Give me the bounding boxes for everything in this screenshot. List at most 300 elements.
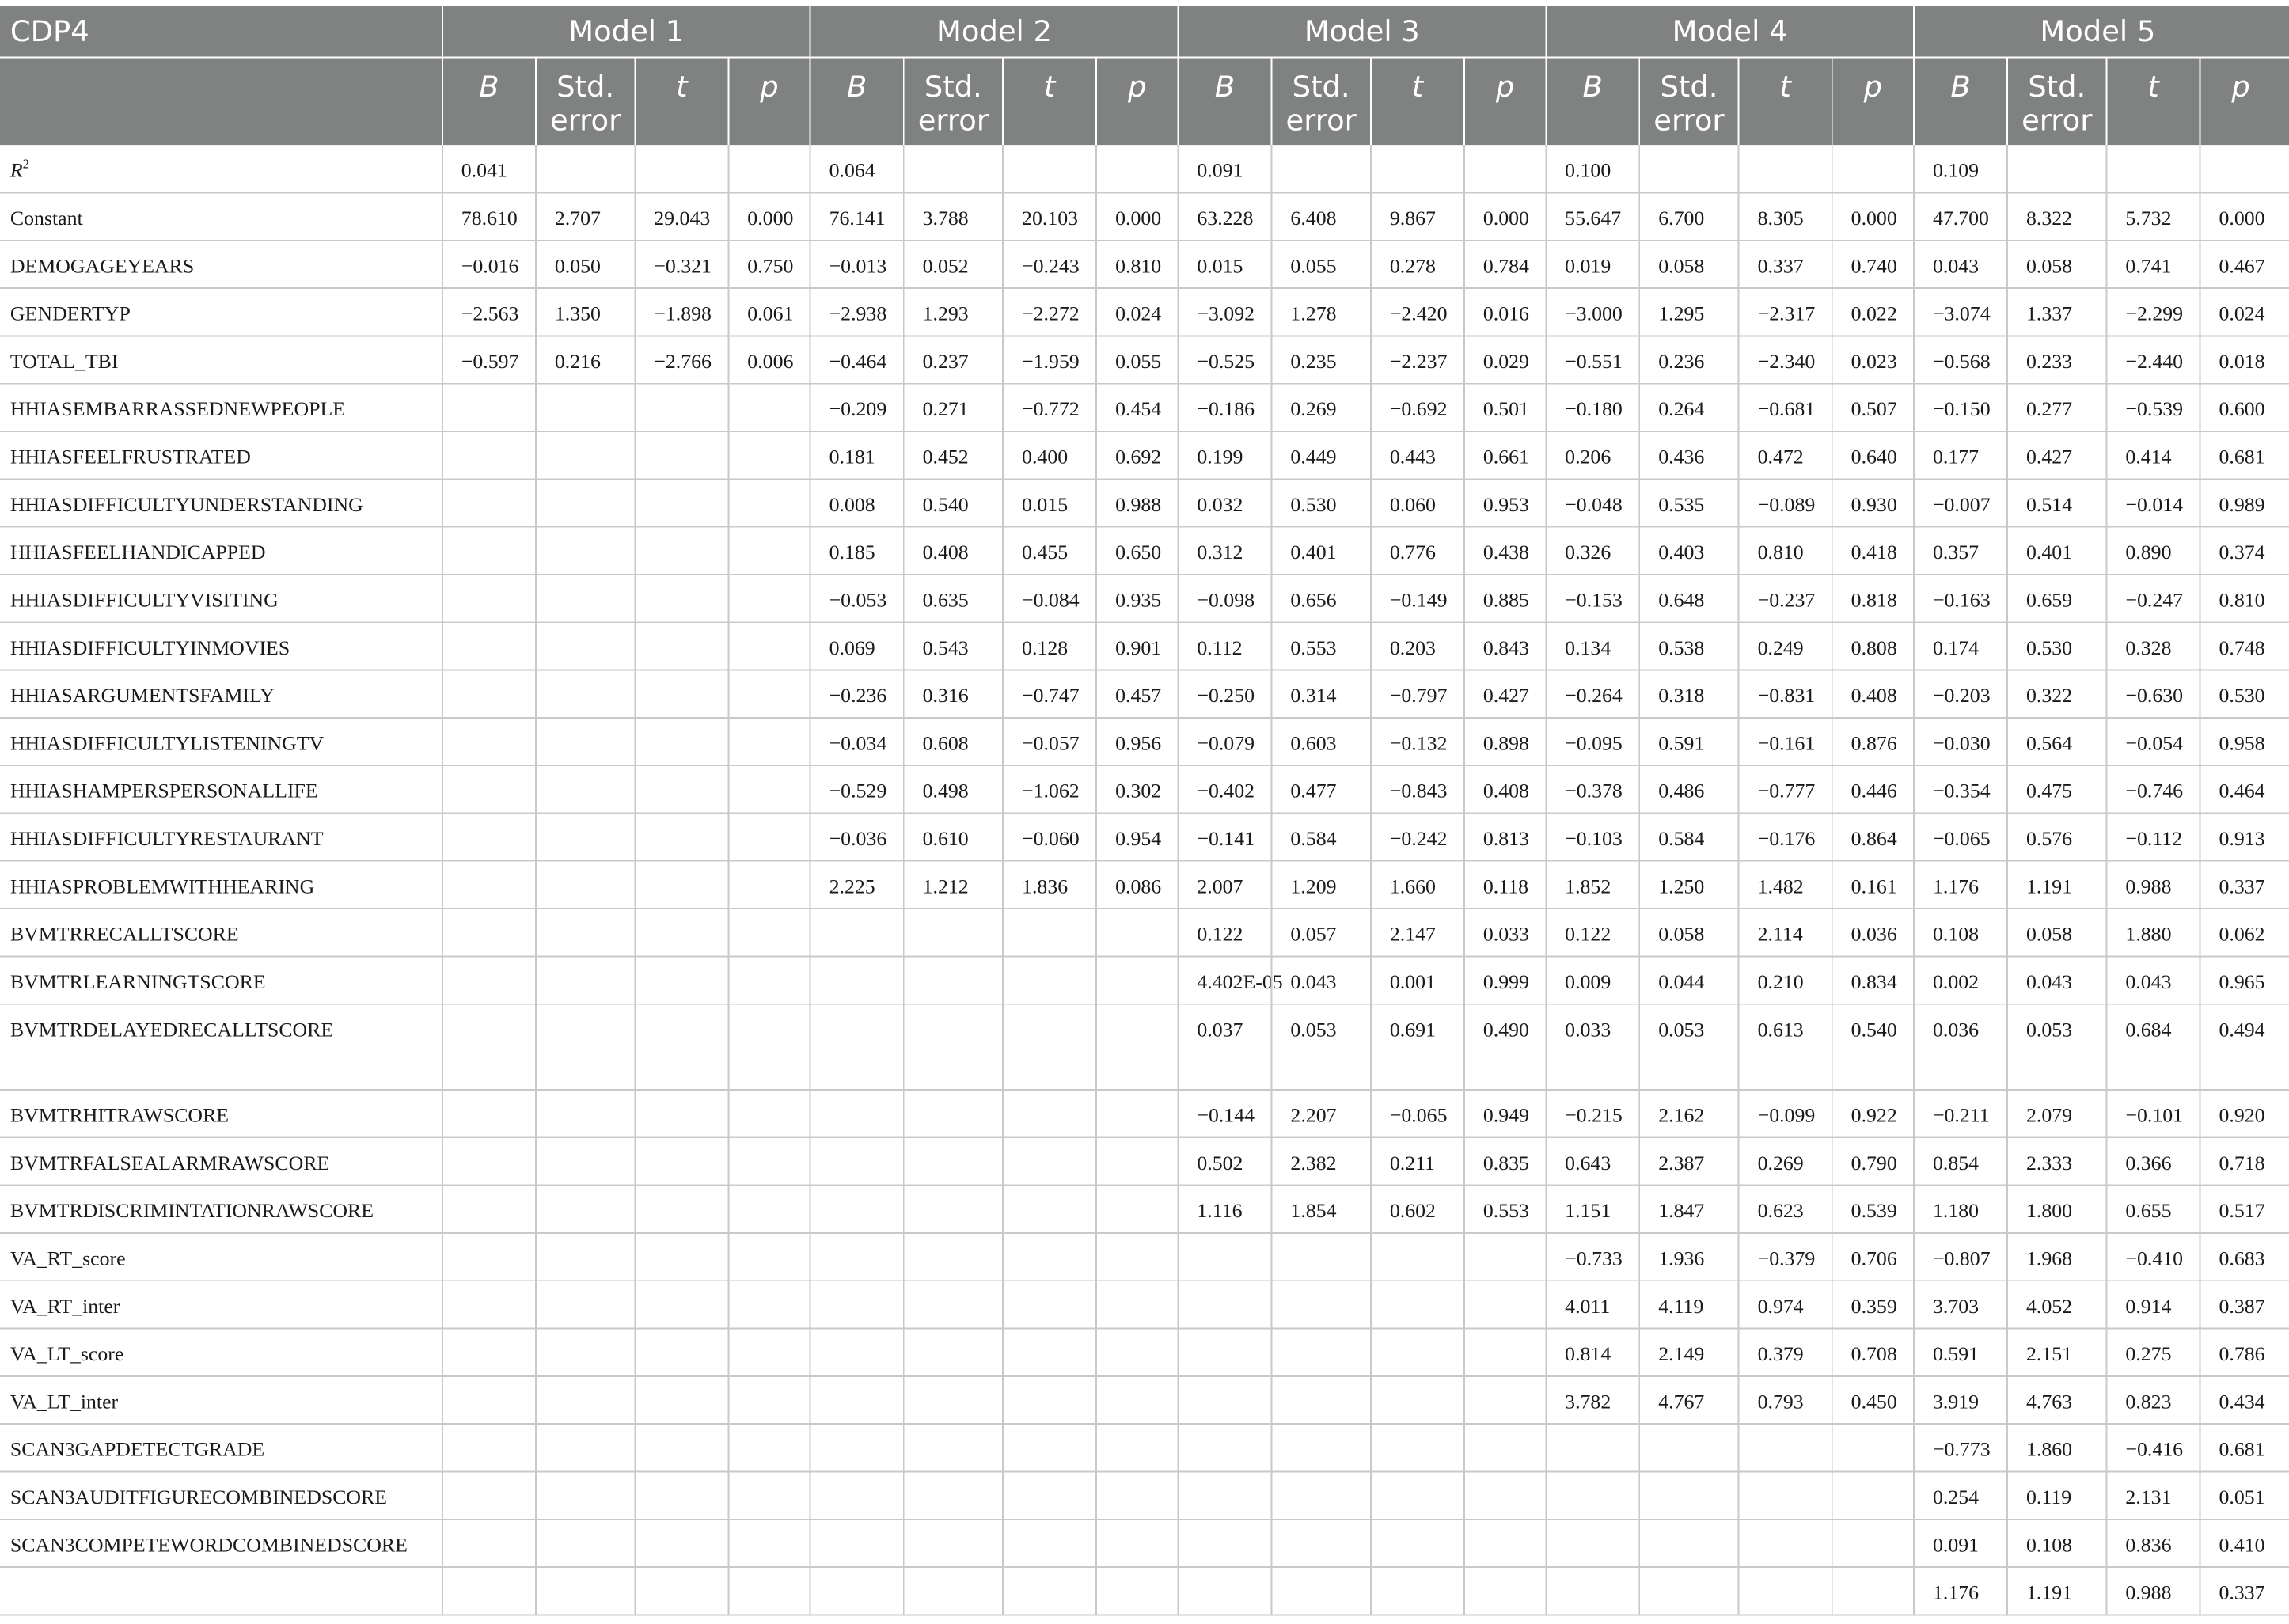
cell-value: 0.988 (2125, 875, 2172, 898)
cell-value: 1.293 (922, 302, 969, 325)
cell-value: 0.999 (1482, 969, 1529, 993)
cell-value: 0.650 (1115, 541, 1162, 564)
cell-value: 0.033 (1482, 922, 1529, 946)
cell-value: −0.095 (1565, 731, 1623, 755)
table-row (10, 923, 2265, 946)
cell-value: 0.058 (1658, 922, 1705, 946)
cell-value: 0.271 (922, 397, 969, 421)
cell-value: 0.457 (1115, 684, 1162, 708)
cell-value: 5.732 (2125, 207, 2172, 230)
cell-value: 0.446 (1851, 779, 1897, 803)
cell-value: −0.597 (461, 349, 519, 373)
cell-value: 0.475 (2026, 779, 2073, 803)
row-label: BVMTRDISCRIMINTATIONRAWSCORE (9, 1199, 374, 1223)
cell-value: 0.023 (1851, 349, 1897, 373)
cell-value: 1.800 (2026, 1199, 2073, 1223)
table-row (10, 1390, 2265, 1413)
cell-value: 1.191 (2026, 875, 2073, 898)
cell-value: 0.608 (922, 731, 969, 755)
cell-value: 6.700 (1658, 207, 1705, 230)
cell-value: 0.786 (2219, 1342, 2265, 1366)
row-label: SCAN3COMPETEWORDCOMBINEDSCORE (9, 1533, 408, 1557)
cell-value: 0.174 (1932, 636, 1980, 659)
cell-value: −0.843 (1389, 779, 1448, 803)
cell-value: 0.357 (1932, 541, 1980, 564)
table-row (1933, 1581, 2265, 1604)
cell-value: 0.051 (2219, 1486, 2265, 1509)
cell-value: 1.151 (1565, 1199, 1611, 1223)
column-header: error (1285, 103, 1357, 138)
cell-value: 0.400 (1022, 445, 1069, 469)
row-label: DEMOGAGEYEARS (9, 254, 195, 278)
cell-value: 0.069 (829, 636, 875, 659)
cell-value: 63.228 (1197, 207, 1254, 230)
cell-value: 0.312 (1197, 541, 1243, 564)
cell-value: 0.401 (2026, 541, 2073, 564)
cell-value: −0.180 (1565, 397, 1623, 421)
table-row (10, 970, 2265, 993)
cell-value: −0.551 (1565, 349, 1623, 373)
cell-value: 1.116 (1197, 1199, 1243, 1223)
cell-value: −0.153 (1565, 588, 1623, 612)
row-label: BVMTRHITRAWSCORE (9, 1103, 230, 1127)
cell-value: 0.015 (1022, 492, 1069, 516)
cell-value: 0.128 (1022, 636, 1069, 659)
cell-value: 0.337 (2219, 875, 2265, 898)
cell-value: 0.015 (1197, 254, 1243, 278)
cell-value: 0.414 (2125, 445, 2172, 469)
cell-value: −2.766 (654, 349, 712, 373)
cell-value: 0.036 (1851, 922, 1897, 946)
cell-value: 4.763 (2026, 1390, 2073, 1413)
cell-value: 0.436 (1658, 445, 1705, 469)
cell-value: 2.387 (1658, 1151, 1705, 1174)
cell-value: 0.843 (1482, 636, 1529, 659)
cell-value: −0.402 (1197, 779, 1255, 803)
column-header: error (917, 103, 989, 138)
cell-value: −0.098 (1197, 588, 1255, 612)
cell-value: −0.014 (2125, 492, 2184, 516)
column-header: Std. (1660, 70, 1718, 104)
cell-value: −0.243 (1022, 254, 1080, 278)
cell-value: −1.062 (1022, 779, 1080, 803)
cell-value: 0.041 (461, 158, 507, 182)
cell-value: 0.790 (1851, 1151, 1897, 1174)
cell-value: 0.057 (1290, 922, 1337, 946)
cell-value: 0.813 (1482, 827, 1529, 851)
cell-value: 0.854 (1932, 1151, 1980, 1174)
cell-value: 0.477 (1290, 779, 1337, 803)
cell-value: 2.151 (2026, 1342, 2073, 1366)
column-header: error (1653, 103, 1725, 138)
cell-value: 0.494 (2219, 1018, 2265, 1042)
cell-value: 2.333 (2026, 1151, 2073, 1174)
table-row (10, 827, 2265, 850)
cell-value: 0.237 (922, 349, 969, 373)
cell-value: −0.236 (829, 684, 887, 708)
cell-value: 0.403 (1658, 541, 1705, 564)
cell-value: −0.747 (1022, 684, 1080, 708)
cell-value: −0.379 (1757, 1246, 1816, 1270)
cell-value: 1.836 (1022, 875, 1069, 898)
row-label: HHIASHAMPERSPERSONALLIFE (9, 779, 318, 803)
column-header: p (1495, 70, 1515, 104)
cell-value: 0.741 (2125, 254, 2172, 278)
cell-value: 0.659 (2026, 588, 2073, 612)
cell-value: 0.776 (1389, 541, 1436, 564)
cell-value: 0.486 (1658, 779, 1705, 803)
table-row (10, 731, 2265, 754)
cell-value: 2.079 (2026, 1103, 2073, 1127)
cell-value: 0.108 (1932, 922, 1980, 946)
cell-value: −0.084 (1022, 588, 1080, 612)
cell-value: 0.408 (1851, 684, 1897, 708)
cell-value: 1.209 (1290, 875, 1337, 898)
cell-value: 0.016 (1482, 302, 1529, 325)
cell-value: 0.793 (1757, 1390, 1804, 1413)
cell-value: 0.091 (1197, 158, 1243, 182)
cell-value: 1.295 (1658, 302, 1705, 325)
cell-value: 0.610 (922, 827, 969, 851)
cell-value: 0.109 (1932, 158, 1980, 182)
cell-value: −0.013 (829, 254, 887, 278)
row-label: BVMTRLEARNINGTSCORE (9, 969, 266, 993)
cell-value: −0.733 (1565, 1246, 1623, 1270)
cell-value: 0.810 (1757, 541, 1804, 564)
cell-value: 0.835 (1482, 1151, 1529, 1174)
cell-value: 0.810 (1115, 254, 1162, 278)
row-label: GENDERTYP (9, 302, 131, 325)
cell-value: 0.337 (2219, 1580, 2265, 1604)
cell-value: −0.150 (1932, 397, 1991, 421)
cell-value: 0.181 (829, 445, 875, 469)
cell-value: 0.454 (1115, 397, 1162, 421)
cell-value: 0.032 (1197, 492, 1243, 516)
column-header: t (1411, 70, 1424, 104)
row-label: SCAN3AUDITFIGURECOMBINEDSCORE (9, 1486, 388, 1509)
cell-value: 0.410 (2219, 1533, 2265, 1557)
row-label: BVMTRFALSEALARMRAWSCORE (9, 1151, 330, 1174)
cell-value: 0.954 (1115, 827, 1162, 851)
cell-value: 0.427 (2026, 445, 2073, 469)
cell-value: 0.418 (1851, 541, 1897, 564)
cell-value: 0.600 (2219, 397, 2265, 421)
cell-value: 0.498 (922, 779, 969, 803)
table-row (10, 1104, 2265, 1127)
cell-value: 0.623 (1757, 1199, 1804, 1223)
row-label: HHIASDIFFICULTYUNDERSTANDING (9, 492, 363, 516)
cell-value: 0.740 (1851, 254, 1897, 278)
cell-value: 0.337 (1757, 254, 1804, 278)
cell-value: 0.374 (2219, 541, 2265, 564)
cell-value: 0.988 (2125, 1580, 2172, 1604)
cell-value: 0.269 (1757, 1151, 1804, 1174)
cell-value: 0.613 (1757, 1018, 1804, 1042)
table-row (10, 684, 2265, 707)
cell-value: 0.930 (1851, 492, 1897, 516)
cell-value: 0.750 (747, 254, 794, 278)
cell-value: 1.968 (2026, 1246, 2073, 1270)
column-header: Std. (556, 70, 615, 104)
cell-value: 0.379 (1757, 1342, 1804, 1366)
cell-value: 0.890 (2125, 541, 2172, 564)
cell-value: 0.836 (2125, 1533, 2172, 1557)
cell-value: −0.079 (1197, 731, 1255, 755)
table-row (10, 446, 2265, 469)
cell-value: 0.275 (2125, 1342, 2172, 1366)
cell-value: 1.176 (1932, 1580, 1980, 1604)
cell-value: 1.936 (1658, 1246, 1705, 1270)
cell-value: 3.788 (922, 207, 969, 230)
cell-value: −0.016 (461, 254, 519, 278)
table-row (10, 1342, 2265, 1365)
table-row (10, 302, 2265, 325)
cell-value: 0.949 (1482, 1103, 1529, 1127)
cell-value: 0.043 (1932, 254, 1980, 278)
cell-value: 0.935 (1115, 588, 1162, 612)
cell-value: 8.322 (2026, 207, 2073, 230)
cell-value: 0.553 (1290, 636, 1337, 659)
column-header: p (760, 70, 779, 104)
cell-value: 0.591 (1658, 731, 1705, 755)
cell-value: −0.057 (1022, 731, 1080, 755)
cell-value: 0.029 (1482, 349, 1529, 373)
cell-value: −0.203 (1932, 684, 1991, 708)
cell-value: 0.043 (2026, 969, 2073, 993)
cell-value: 4.052 (2026, 1294, 2073, 1318)
cell-value: 0.914 (2125, 1294, 2172, 1318)
column-header: t (1043, 70, 1056, 104)
cell-value: 0.530 (1290, 492, 1337, 516)
cell-value: −0.211 (1932, 1103, 1990, 1127)
cell-value: 29.043 (654, 207, 711, 230)
cell-value: −3.074 (1932, 302, 1991, 325)
cell-value: −0.464 (829, 349, 887, 373)
cell-value: 4.767 (1658, 1390, 1705, 1413)
cell-value: 0.648 (1658, 588, 1705, 612)
cell-value: 0.953 (1482, 492, 1529, 516)
cell-value: 0.958 (2219, 731, 2265, 755)
cell-value: 0.683 (2219, 1246, 2265, 1270)
row-label: VA_LT_inter (9, 1390, 119, 1413)
cell-value: 0.467 (2219, 254, 2265, 278)
cell-value: 0.161 (1851, 875, 1897, 898)
cell-value: 0.490 (1482, 1018, 1529, 1042)
cell-value: 1.176 (1932, 875, 1980, 898)
cell-value: 0.328 (2125, 636, 2172, 659)
table-row (10, 397, 2265, 420)
cell-value: −2.440 (2125, 349, 2184, 373)
model-header: Model 3 (1304, 14, 1420, 49)
cell-value: 0.269 (1290, 397, 1337, 421)
cell-value: 0.001 (1389, 969, 1436, 993)
cell-value: 0.009 (1565, 969, 1611, 993)
row-label: HHIASDIFFICULTYINMOVIES (9, 636, 290, 659)
cell-value: −3.000 (1565, 302, 1623, 325)
cell-value: −0.264 (1565, 684, 1623, 708)
cell-value: 0.318 (1658, 684, 1705, 708)
cell-value: 1.350 (554, 302, 601, 325)
cell-value: 0.210 (1757, 969, 1804, 993)
cell-value: 0.037 (1197, 1018, 1243, 1042)
cell-value: 0.810 (2219, 588, 2265, 612)
cell-value: 0.885 (1482, 588, 1529, 612)
table-row (10, 207, 2265, 230)
cell-value: −2.317 (1757, 302, 1816, 325)
column-header: t (1779, 70, 1791, 104)
cell-value: 0.514 (2026, 492, 2073, 516)
cell-value: 0.199 (1197, 445, 1243, 469)
cell-value: 0.502 (1197, 1151, 1243, 1174)
cell-value: −0.416 (2125, 1437, 2184, 1461)
cell-value: 0.691 (1389, 1018, 1436, 1042)
cell-value: 0.002 (1932, 969, 1980, 993)
cell-value: 0.656 (1290, 588, 1337, 612)
table-row (10, 1438, 2265, 1461)
cell-value: 0.584 (1658, 827, 1705, 851)
cell-value: −0.101 (2125, 1103, 2184, 1127)
cell-value: −0.065 (1932, 827, 1991, 851)
cell-value: −0.410 (2125, 1246, 2184, 1270)
cell-value: 0.277 (2026, 397, 2073, 421)
column-header: Std. (924, 70, 982, 104)
cell-value: 0.681 (2219, 1437, 2265, 1461)
cell-value: −0.378 (1565, 779, 1623, 803)
cell-value: 0.989 (2219, 492, 2265, 516)
cell-value: 2.225 (829, 875, 875, 898)
cell-value: −0.529 (829, 779, 887, 803)
cell-value: 0.024 (2219, 302, 2265, 325)
cell-value: −0.176 (1757, 827, 1816, 851)
cell-value: −2.340 (1757, 349, 1816, 373)
column-header: B (1214, 70, 1236, 104)
column-header: t (676, 70, 688, 104)
cell-value: 0.366 (2125, 1151, 2172, 1174)
cell-value: −0.149 (1389, 588, 1448, 612)
cell-value: 0.408 (922, 541, 969, 564)
cell-value: 0.443 (1389, 445, 1436, 469)
cell-value: 1.278 (1290, 302, 1337, 325)
cell-value: 0.060 (1389, 492, 1436, 516)
row-label: VA_RT_inter (9, 1294, 120, 1318)
cell-value: 0.834 (1851, 969, 1897, 993)
cell-value: 0.000 (1482, 207, 1529, 230)
cell-value: −0.034 (829, 731, 887, 755)
table-row (10, 1152, 2265, 1174)
cell-value: 0.177 (1932, 445, 1980, 469)
table-row (10, 875, 2265, 897)
cell-value: −0.354 (1932, 779, 1991, 803)
cell-value: −1.959 (1022, 349, 1080, 373)
cell-value: −0.186 (1197, 397, 1255, 421)
cell-value: 0.684 (2125, 1018, 2172, 1042)
cell-value: 0.956 (1115, 731, 1162, 755)
column-header: error (2021, 103, 2093, 138)
cell-value: 0.965 (2219, 969, 2265, 993)
cell-value: 3.919 (1932, 1390, 1980, 1413)
cell-value: −0.215 (1565, 1103, 1623, 1127)
cell-value: 0.643 (1565, 1151, 1611, 1174)
cell-value: 0.185 (829, 541, 875, 564)
cell-value: 2.207 (1290, 1103, 1337, 1127)
cell-value: 0.553 (1482, 1199, 1529, 1223)
table-row (10, 1246, 2265, 1269)
cell-value: 0.091 (1932, 1533, 1980, 1557)
cell-value: −2.938 (829, 302, 887, 325)
row-label: HHIASFEELHANDICAPPED (9, 541, 266, 564)
cell-value: 0.316 (922, 684, 969, 708)
cell-value: 0.062 (2219, 922, 2265, 946)
cell-value: 0.576 (2026, 827, 2073, 851)
column-header: p (1128, 70, 1147, 104)
table-row (10, 254, 2265, 277)
cell-value: 0.603 (1290, 731, 1337, 755)
cell-value: 0.022 (1851, 302, 1897, 325)
cell-value: 0.100 (1565, 158, 1611, 182)
cell-value: 0.564 (2026, 731, 2073, 755)
cell-value: −0.209 (829, 397, 887, 421)
cell-value: 1.191 (2026, 1580, 2073, 1604)
cell-value: 0.464 (2219, 779, 2265, 803)
cell-value: 0.000 (747, 207, 794, 230)
cell-value: 0.438 (1482, 541, 1529, 564)
cell-value: −0.036 (829, 827, 887, 851)
cell-value: 0.517 (2219, 1199, 2265, 1223)
cell-value: −2.420 (1389, 302, 1448, 325)
cell-value: 0.501 (1482, 397, 1529, 421)
cell-value: 0.024 (1115, 302, 1162, 325)
cell-value: −0.060 (1022, 827, 1080, 851)
cell-value: 3.782 (1565, 1390, 1611, 1413)
cell-value: 76.141 (829, 207, 886, 230)
column-header: B (1950, 70, 1971, 104)
cell-value: 0.452 (922, 445, 969, 469)
cell-value: 1.847 (1658, 1199, 1705, 1223)
cell-value: 0.661 (1482, 445, 1529, 469)
cell-value: −0.692 (1389, 397, 1448, 421)
cell-value: 0.236 (1658, 349, 1705, 373)
cell-value: 0.264 (1658, 397, 1705, 421)
cell-value: 0.602 (1389, 1199, 1436, 1223)
row-label: BVMTRRECALLTSCORE (9, 922, 239, 946)
cell-value: −0.103 (1565, 827, 1623, 851)
cell-value: 4.402E-05 (1197, 969, 1283, 993)
cell-value: −0.568 (1932, 349, 1991, 373)
cell-value: 0.211 (1389, 1151, 1435, 1174)
cell-value: −0.831 (1757, 684, 1816, 708)
cell-value: 0.427 (1482, 684, 1529, 708)
cell-value: 0.814 (1565, 1342, 1611, 1366)
cell-value: 0.134 (1565, 636, 1611, 659)
cell-value: 0.203 (1389, 636, 1436, 659)
cell-value: 1.180 (1932, 1199, 1980, 1223)
cell-value: 0.543 (922, 636, 969, 659)
cell-value: 1.337 (2026, 302, 2073, 325)
column-header: B (846, 70, 867, 104)
cell-value: −0.797 (1389, 684, 1448, 708)
row-label: HHIASDIFFICULTYLISTENINGTV (9, 731, 325, 755)
cell-value: 0.122 (1565, 922, 1611, 946)
cell-value: 3.703 (1932, 1294, 1980, 1318)
cell-value: 0.108 (2026, 1533, 2073, 1557)
cell-value: −0.132 (1389, 731, 1448, 755)
cell-value: 20.103 (1022, 207, 1079, 230)
cell-value: −0.007 (1932, 492, 1991, 516)
cell-value: 0.322 (2026, 684, 2073, 708)
cell-value: 0.507 (1851, 397, 1897, 421)
cell-value: 0.254 (1932, 1486, 1980, 1509)
cell-value: 1.212 (922, 875, 969, 898)
